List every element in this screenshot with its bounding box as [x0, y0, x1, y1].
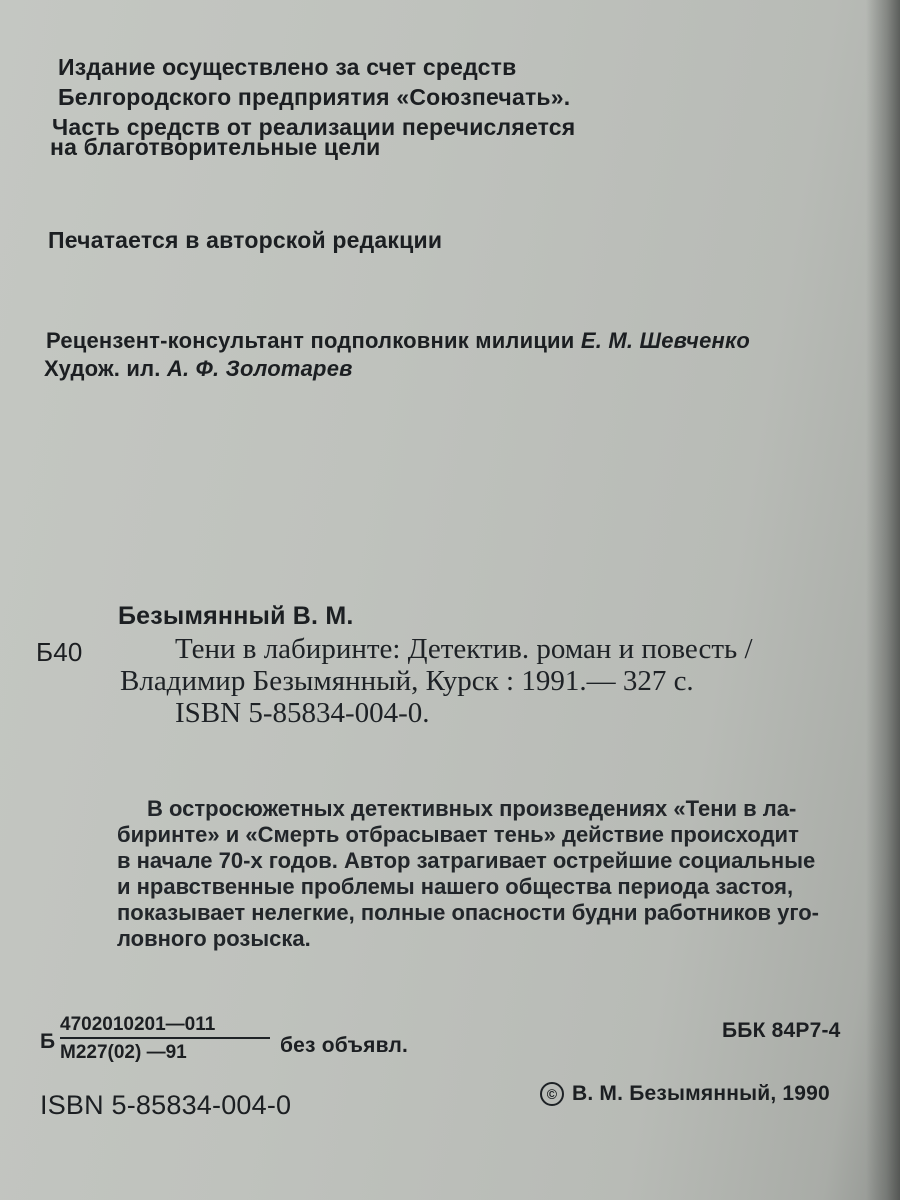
abstract-line-4: и нравственные проблемы нашего общества периода застоя,	[117, 874, 794, 899]
reviewer-name: Е. М. Шевченко	[580, 328, 750, 353]
abstract-paragraph	[117, 796, 862, 952]
copyright-line	[540, 1082, 830, 1106]
fraction-denominator: М227(02) —91	[60, 1042, 187, 1063]
imprint-line-2: Белгородского предприятия «Союзпечать».	[58, 84, 571, 110]
reviewer-prefix: Рецензент-консультант подполковник милиции	[46, 328, 575, 353]
imprint-line-4: на благотворительные цели	[50, 134, 381, 160]
abstract-line-1: В остросюжетных детективных произведениях «Тени в ла-	[147, 796, 797, 821]
catalog-isbn-line: ISBN 5-85834-004-0.	[175, 697, 430, 729]
abstract-line-2: биринте» и «Смерть отбрасывает тень» действие происходит	[117, 822, 799, 847]
publication-index-fraction	[60, 1014, 270, 1064]
reviewer-line	[46, 328, 750, 354]
catalog-title-line: Тени в лабиринте: Детектив. роман и повесть /	[175, 633, 753, 665]
copyright-holder: В. М. Безымянный, 1990	[572, 1082, 830, 1105]
footer-isbn: ISBN 5-85834-004-0	[40, 1090, 292, 1120]
fraction-numerator: 4702010201—011	[60, 1014, 270, 1039]
catalog-code: Б40	[36, 637, 83, 667]
illustrator-name: А. Ф. Золотарев	[166, 356, 353, 381]
catalog-publisher-line: Владимир Безымянный, Курск : 1991.— 327 с.	[120, 665, 694, 697]
editorial-note: Печатается в авторской редакции	[48, 227, 443, 253]
abstract-line-5: показывает нелегкие, полные опасности будни работников уго-	[117, 900, 820, 925]
page-edge-shadow	[866, 0, 900, 1200]
no-ads-label: без объявл.	[280, 1034, 409, 1057]
abstract-line-3: в начале 70-х годов. Автор затрагивает острейшие социальные	[117, 848, 816, 873]
illustrator-prefix: Худож. ил.	[44, 356, 161, 381]
catalog-author: Безымянный В. М.	[118, 602, 354, 630]
imprint-line-3: Часть средств от реализации перечисляется	[52, 114, 576, 140]
bbk-code: ББК 84Р7-4	[722, 1019, 841, 1042]
copyright-icon: ©	[540, 1082, 564, 1106]
abstract-line-6: ловного розыска.	[117, 926, 311, 951]
footer-letter: Б	[40, 1030, 56, 1053]
imprint-line-1: Издание осуществлено за счет средств	[58, 54, 517, 80]
illustrator-line	[44, 356, 353, 382]
